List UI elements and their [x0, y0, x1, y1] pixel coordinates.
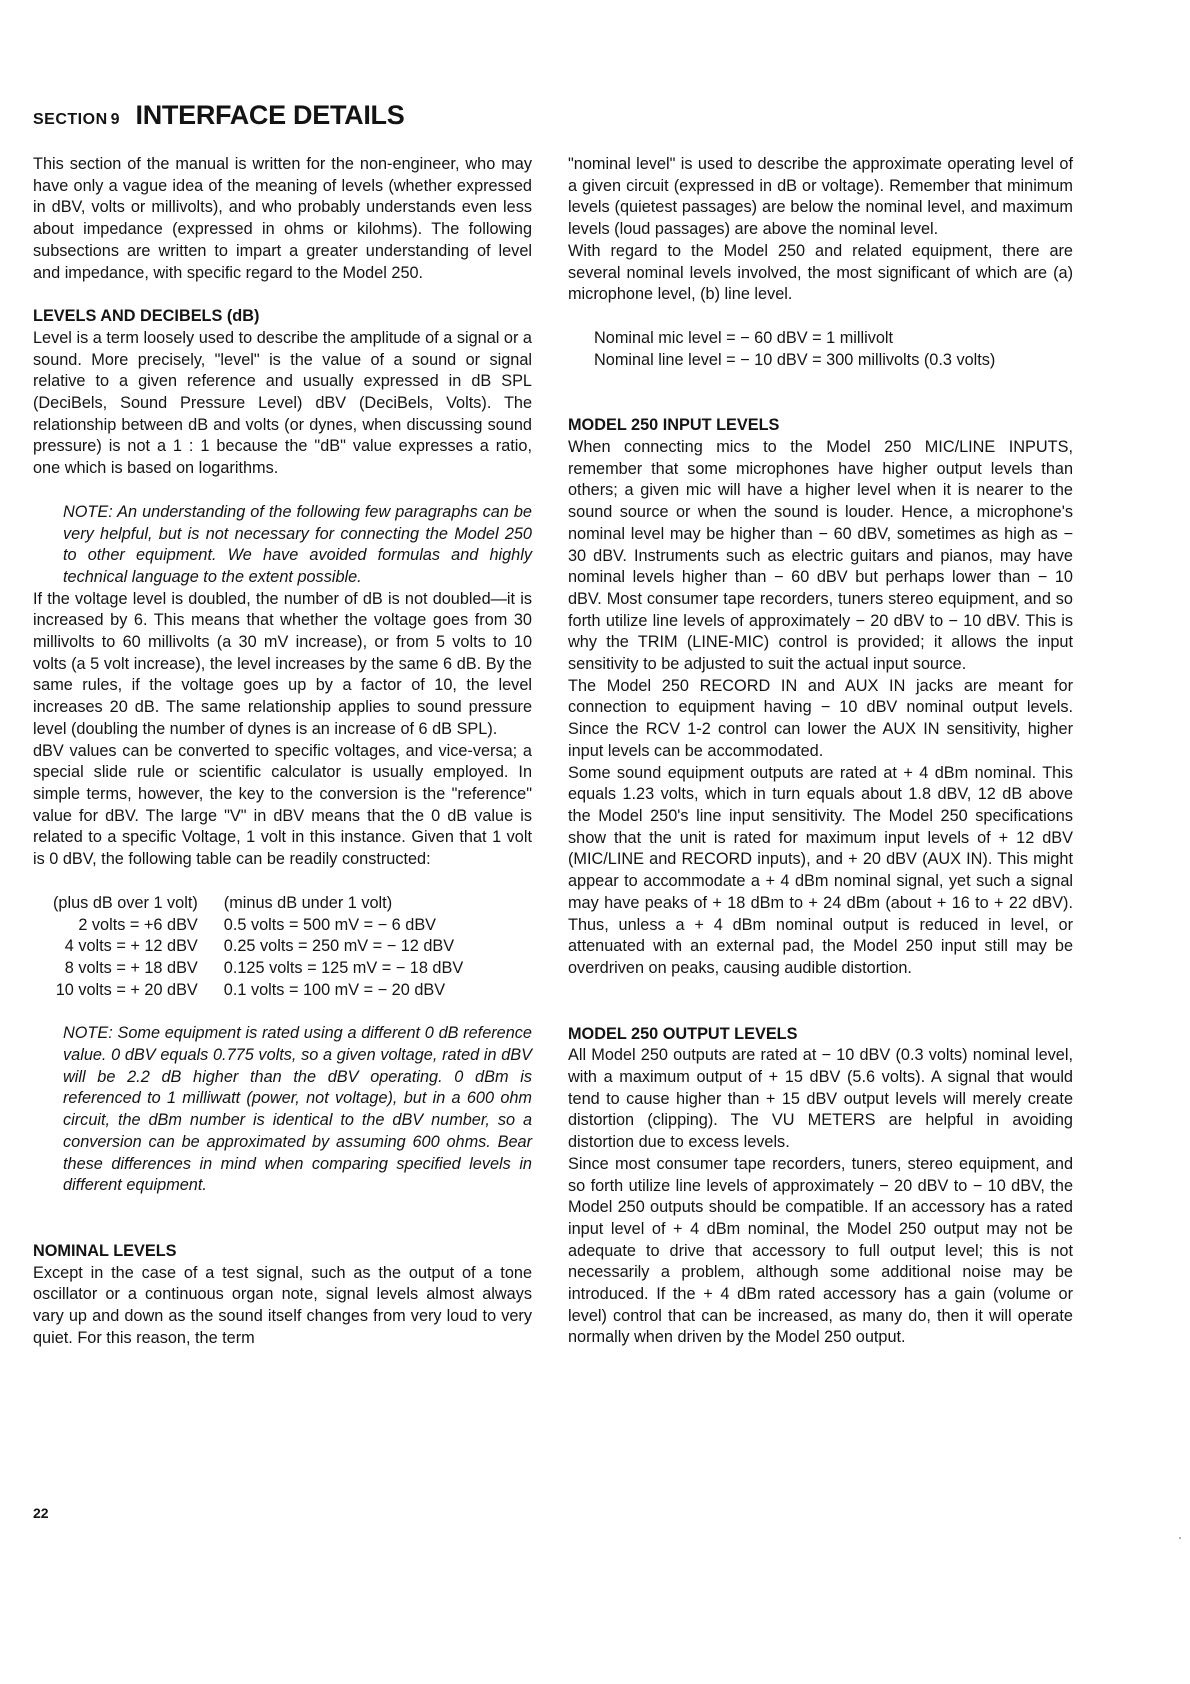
- table-cell-right: 0.25 volts = 250 mV = − 12 dBV: [223, 937, 455, 956]
- table-row: [53, 915, 463, 937]
- output-paragraph-2: Since most consumer tape recorders, tuners, stereo equipment, and so forth utilize line levels of approximately − 20 dBV to − 10 dBV, the Model 250 outputs should be compatible. If an accessory has a rated input level of + 4 dBm nominal, the Model 250 output may not be adequate to drive that accessory to full output level; this is not necessarily a problem, although some additional noise may be introduced. If the + 4 dBm rated accessory has a gain (volume or level) control that can be increased, as many do, then it will operate normally when driven by the Model 250 output.: [568, 1154, 1073, 1347]
- left-column: [33, 154, 532, 1349]
- input-levels-heading: MODEL 250 INPUT LEVELS: [568, 416, 780, 435]
- nominal-paragraph-3: With regard to the Model 250 and related equipment, there are several nominal levels involved, the most significant of which are (a) microphone level, (b) line level.: [568, 241, 1073, 304]
- input-paragraph-1: When connecting mics to the Model 250 MIC/LINE INPUTS, remember that some microphones have higher output levels than others; a given mic will have a higher level when it is nearer to the sound source or when the sound is louder. Hence, a microphone's nominal level may be higher than − 60 dBV, sometimes as high as − 30 dBV. Instruments such as electric guitars and pianos, may have nominal levels higher than − 60 dBV but perhaps lower than − 10 dBV. Most consumer tape recorders, tuners stereo equipment, and so forth utilize line levels of approximately − 20 dBV to − 10 dBV. This is why the TRIM (LINE-MIC) control is provided; it allows the input sensitivity to be adjusted to suit the actual input source.: [568, 438, 1073, 674]
- table-cell-right: 0.1 volts = 100 mV = − 20 dBV: [223, 980, 446, 999]
- section-header: [33, 100, 404, 131]
- output-paragraph-1: All Model 250 outputs are rated at − 10 dBV (0.3 volts) nominal level, with a maximum output of + 15 dBV (5.6 volts). A signal that would tend to cause higher than + 15 dBV output levels will merely create distortion (clipping). The VU METERS are helpful in avoiding distortion due to excess levels.: [568, 1046, 1073, 1152]
- line-level-line: Nominal line level = − 10 dBV = 300 millivolts (0.3 volts): [594, 350, 996, 369]
- scan-mark: [1179, 1537, 1181, 1539]
- levels-paragraph-1: Level is a term loosely used to describe the amplitude of a signal or a sound. More precisely, "level" is the value of a sound or signal relative to a given reference and usually expressed in dB SPL (DeciBels, Sound Pressure Level) dBV (DeciBels, Volts). The relationship between dB and volts (or dynes, when discussing sound pressure) is not a 1 : 1 because the "dB" value expresses a ratio, one which is based on logarithms.: [33, 328, 532, 478]
- output-levels-heading: MODEL 250 OUTPUT LEVELS: [568, 1024, 798, 1043]
- right-column: [568, 154, 1073, 1349]
- note-2: NOTE: Some equipment is rated using a different 0 dB reference value. 0 dBV equals 0.775 volts, so a given voltage, rated in dBV will be 2.2 dB higher than the dBV operating. 0 dBm is referenced to 1 milliwatt (power, not voltage), but in a 600 ohm circuit, the dBm number is identical to the dBV number, so a conversion can be approximated by assuming 600 ohms. Bear these differences in mind when comparing specified levels in different equipment.: [63, 1024, 532, 1195]
- page-number: 22: [33, 1505, 49, 1521]
- table-cell-right: 0.125 volts = 125 mV = − 18 dBV: [223, 958, 464, 977]
- table-cell-left: 8 volts = + 18 dBV: [64, 958, 198, 977]
- dbv-table: [53, 893, 463, 1002]
- nominal-heading: NOMINAL LEVELS: [33, 1241, 177, 1260]
- intro-paragraph: This section of the manual is written for the non-engineer, who may have only a vague idea of the meaning of levels (whether expressed in dBV, volts or millivolts), and who probably understands even less about impedance (expressed in ohms or kilohms). The following subsections are written to impart a greater understanding of level and impedance, with specific regard to the Model 250.: [33, 155, 532, 282]
- input-paragraph-2: The Model 250 RECORD IN and AUX IN jacks are meant for connection to equipment having − 10 dBV nominal output levels. Since the RCV 1-2 control can lower the AUX IN sensitivity, higher input levels can be accommodated.: [568, 676, 1073, 760]
- table-cell-left: 4 volts = + 12 dBV: [64, 937, 198, 956]
- levels-paragraph-3: dBV values can be converted to specific voltages, and vice-versa; a special slide rule or scientific calculator is usually employed. In simple terms, however, the key to the conversion is the "reference" value for dBV. The large "V" in dBV means that the 0 dB value is related to a specific Voltage, 1 volt in this instance. Given that 1 volt is 0 dBV, the following table can be readily constructed:: [33, 741, 532, 869]
- table-header-left: (plus dB over 1 volt): [53, 893, 198, 912]
- nominal-paragraph-2: "nominal level" is used to describe the approximate operating level of a given circuit (expressed in dB or voltage). Remember that minimum levels (quietest passages) are below the nominal level, and maximum levels (loud passages) are above the nominal level.: [568, 155, 1073, 239]
- table-cell-left: 2 volts = +6 dBV: [78, 915, 198, 934]
- page-title: INTERFACE DETAILS: [135, 100, 405, 130]
- section-number: 9: [110, 111, 120, 128]
- nominal-paragraph-1: Except in the case of a test signal, such as the output of a tone oscillator or a continuous organ note, signal levels almost always vary up and down as the sound itself changes from very loud to very quiet. For this reason, the term: [33, 1263, 532, 1347]
- table-header-right: (minus dB under 1 volt): [223, 893, 393, 912]
- table-cell-right: 0.5 volts = 500 mV = − 6 dBV: [223, 915, 437, 934]
- note-1: NOTE: An understanding of the following few paragraphs can be very helpful, but is not necessary for connecting the Model 250 to other equipment. We have avoided formulas and highly technical language to the extent possible.: [63, 502, 532, 586]
- nominal-level-list: [568, 328, 1073, 371]
- table-header-row: [53, 893, 463, 915]
- table-row: [53, 936, 463, 958]
- levels-heading: LEVELS AND DECIBELS (dB): [33, 307, 260, 326]
- mic-level-line: Nominal mic level = − 60 dBV = 1 millivolt: [594, 328, 894, 347]
- table-row: [53, 980, 463, 1002]
- input-paragraph-3: Some sound equipment outputs are rated at + 4 dBm nominal. This equals 1.23 volts, which in turn equals about 1.8 dBV, 12 dB above the Model 250's line input sensitivity. The Model 250 specifications show that the unit is rated for maximum input levels of + 12 dBV (MIC/LINE and RECORD inputs), and + 20 dBV (AUX IN). This might appear to accommodate a + 4 dBm nominal signal, yet such a signal may have peaks of + 18 dBm to + 24 dBm (about + 16 to + 22 dBV). Thus, unless a + 4 dBm nominal output is reduced in level, or attenuated with an external pad, the Model 250 input still may be overdriven on peaks, causing audible distortion.: [568, 763, 1073, 977]
- section-label: SECTION: [33, 111, 108, 128]
- table-cell-left: 10 volts = + 20 dBV: [55, 980, 198, 999]
- levels-paragraph-2: If the voltage level is doubled, the number of dB is not doubled—it is increased by 6. This means that whether the voltage goes from 30 millivolts to 60 millivolts (a 30 mV increase), or from 5 volts to 10 volts (a 5 volt increase), the level increases by the same 6 dB. By the same rules, if the voltage goes up by a factor of 10, the level increases 20 dB. The same relationship applies to sound pressure level (doubling the number of dynes is an increase of 6 dB SPL).: [33, 589, 532, 738]
- table-row: [53, 958, 463, 980]
